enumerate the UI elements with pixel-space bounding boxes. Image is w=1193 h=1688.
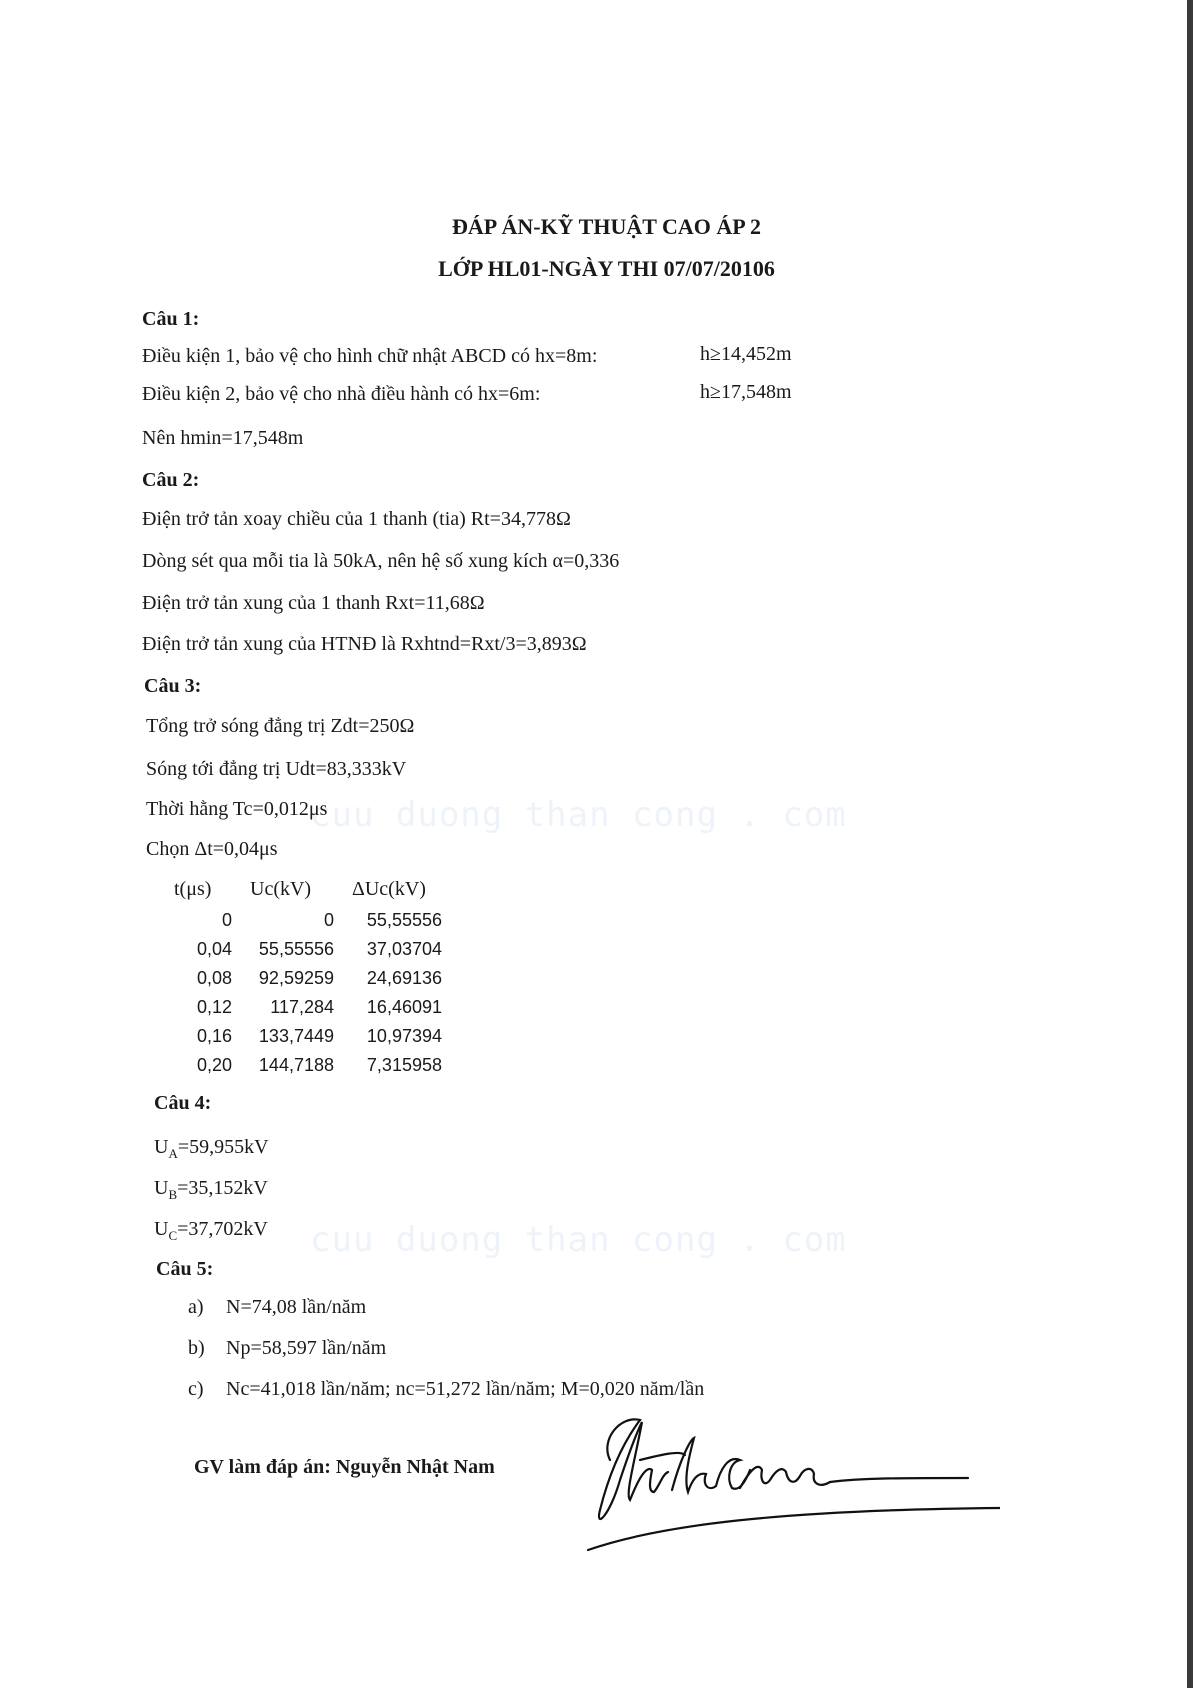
- cell-duc: 7,315958: [366, 1055, 442, 1075]
- table-row: [160, 906, 442, 935]
- q5-item: [188, 1337, 386, 1360]
- table-header-duc: ΔUc(kV): [352, 878, 426, 900]
- q1-cond2: Điều kiện 2, bảo vệ cho nhà điều hành có hx=6m:: [142, 383, 541, 405]
- q1-cond1: Điều kiện 1, bảo vệ cho hình chữ nhật ABCD có hx=8m:: [142, 345, 598, 367]
- cell-uc: 0: [323, 910, 334, 930]
- table-row: [160, 993, 442, 1022]
- table-row: [160, 935, 442, 964]
- q1-heading: Câu 1:: [142, 308, 200, 330]
- cell-t: 0,04: [196, 939, 232, 959]
- item-label: c): [188, 1378, 204, 1400]
- table-row: [160, 1051, 442, 1080]
- q2-line: Điện trở tản xoay chiều của 1 thanh (tia) Rt=34,778Ω: [142, 508, 571, 530]
- q3-line: Tổng trở sóng đẳng trị Zdt=250Ω: [146, 715, 415, 737]
- author-line: GV làm đáp án: Nguyễn Nhật Nam: [194, 1456, 495, 1478]
- cell-duc: 37,03704: [366, 939, 442, 959]
- cell-uc: 55,55556: [258, 939, 334, 959]
- q4-item: [154, 1177, 268, 1203]
- table-header-uc: Uc(kV): [250, 878, 312, 900]
- table-row: [160, 1022, 442, 1051]
- q4-item: [154, 1218, 268, 1244]
- cell-duc: 10,97394: [366, 1026, 442, 1046]
- q3-heading: Câu 3:: [144, 675, 202, 697]
- cell-duc: 16,46091: [366, 997, 442, 1017]
- q5-item: [188, 1378, 704, 1401]
- symbol: U: [154, 1218, 169, 1240]
- q3-line: Sóng tới đẳng trị Udt=83,333kV: [146, 758, 407, 780]
- q2-line: Điện trở tản xung của 1 thanh Rxt=11,68Ω: [142, 592, 485, 614]
- cell-duc: 24,69136: [366, 968, 442, 988]
- q5-heading: Câu 5:: [156, 1258, 214, 1280]
- doc-title: ĐÁP ÁN-KỸ THUẬT CAO ÁP 2: [451, 214, 762, 239]
- q1-cond2-value: h≥17,548m: [700, 381, 792, 403]
- cell-t: 0: [221, 910, 232, 930]
- q4-heading: Câu 4:: [154, 1092, 212, 1114]
- subscript: A: [168, 1146, 178, 1161]
- item-text: Nc=41,018 lần/năm; nc=51,272 lần/năm; M=0,020 năm/lần: [226, 1378, 705, 1400]
- value: =37,702kV: [177, 1218, 268, 1240]
- subscript: C: [168, 1228, 178, 1243]
- q2-line: Điện trở tản xung của HTNĐ là Rxhtnd=Rxt/3=3,893Ω: [142, 633, 587, 655]
- value: =59,955kV: [177, 1136, 269, 1158]
- cell-t: 0,16: [196, 1026, 232, 1046]
- signature: [580, 1400, 1000, 1570]
- cell-t: 0,08: [196, 968, 232, 988]
- results-table: [160, 906, 442, 1080]
- q1-cond1-value: h≥14,452m: [700, 343, 792, 365]
- cell-uc: 133,7449: [258, 1026, 334, 1046]
- symbol: U: [154, 1177, 169, 1199]
- value: =35,152kV: [177, 1177, 268, 1199]
- cell-uc: 117,284: [270, 997, 334, 1017]
- q2-line: Dòng sét qua mỗi tia là 50kA, nên hệ số xung kích α=0,336: [142, 550, 620, 572]
- q3-line: Thời hằng Tc=0,012μs: [146, 798, 328, 820]
- doc-subtitle: LỚP HL01-NGÀY THI 07/07/20106: [438, 256, 775, 281]
- cell-t: 0,20: [196, 1055, 232, 1075]
- watermark: cuu duong than cong . com: [310, 795, 847, 835]
- table-row: [160, 964, 442, 993]
- q4-item: [154, 1136, 269, 1162]
- q1-result: Nên hmin=17,548m: [142, 427, 304, 449]
- q2-heading: Câu 2:: [142, 469, 200, 491]
- cell-uc: 92,59259: [258, 968, 334, 988]
- watermark: cuu duong than cong . com: [310, 1220, 847, 1260]
- cell-t: 0,12: [196, 997, 232, 1017]
- item-text: N=74,08 lần/năm: [226, 1296, 367, 1318]
- table-header-t: t(μs): [174, 878, 212, 900]
- item-label: b): [188, 1337, 205, 1359]
- subscript: B: [168, 1187, 178, 1202]
- item-text: Np=58,597 lần/năm: [226, 1337, 387, 1359]
- cell-duc: 55,55556: [366, 910, 442, 930]
- q5-item: [188, 1296, 366, 1319]
- symbol: U: [154, 1136, 169, 1158]
- scan-edge: [1187, 0, 1193, 1688]
- item-label: a): [188, 1296, 204, 1318]
- q3-line: Chọn Δt=0,04μs: [146, 838, 278, 860]
- cell-uc: 144,7188: [258, 1055, 334, 1075]
